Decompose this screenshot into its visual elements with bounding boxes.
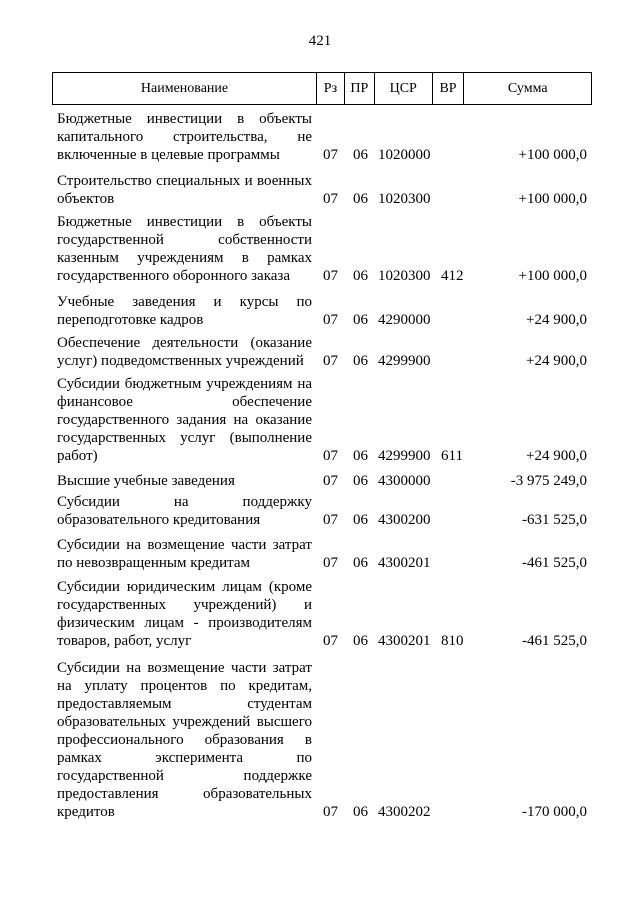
row-rz: 07 <box>323 804 338 820</box>
row-rz: 07 <box>323 312 338 328</box>
row-name-line: физическим лицам - производителям <box>57 615 312 631</box>
row-csr: 1020000 <box>378 147 431 163</box>
row-name-line: на уплату процентов по кредитам, <box>57 678 312 694</box>
row-name-line: государственной собственности <box>57 232 312 248</box>
row-csr: 4300201 <box>378 555 431 571</box>
row-name-line: Строительство специальных и военных <box>57 173 312 189</box>
row-name-line: Субсидии на поддержку <box>57 494 312 510</box>
row-sum: -461 525,0 <box>522 555 587 571</box>
row-csr: 4300200 <box>378 512 431 528</box>
row-name-line: предоставляемым студентам <box>57 696 312 712</box>
row-rz: 07 <box>323 633 338 649</box>
row-rz: 07 <box>323 512 338 528</box>
row-sum: -3 975 249,0 <box>510 473 587 489</box>
row-rz: 07 <box>323 147 338 163</box>
row-name <box>57 334 312 370</box>
row-name <box>57 213 312 285</box>
row-name-line: Учебные заведения и курсы по <box>57 294 312 310</box>
row-name-line: Субсидии юридическим лицам (кроме <box>57 579 312 595</box>
row-name-line: Обеспечение деятельности (оказание <box>57 335 312 351</box>
row-csr: 1020300 <box>378 268 431 284</box>
row-sum: +100 000,0 <box>518 147 587 163</box>
row-name-line: товаров, работ, услуг <box>57 633 192 649</box>
row-csr: 4300202 <box>378 804 431 820</box>
row-csr: 1020300 <box>378 191 431 207</box>
row-sum: +24 900,0 <box>526 312 587 328</box>
row-name-line: предоставления образовательных <box>57 786 312 802</box>
row-name <box>57 578 312 650</box>
row-name-line: государственного задания на оказание <box>57 412 312 428</box>
row-csr: 4290000 <box>378 312 431 328</box>
row-name <box>57 375 312 465</box>
row-name-line: государственной поддержке <box>57 768 312 784</box>
header-vr: ВР <box>433 73 465 104</box>
row-name-line: Высшие учебные заведения <box>57 473 235 489</box>
row-name <box>57 659 312 821</box>
header-csr: ЦСР <box>375 73 433 104</box>
row-sum: +100 000,0 <box>518 268 587 284</box>
header-rz: Рз <box>317 73 345 104</box>
row-pr: 06 <box>353 268 368 284</box>
row-sum: -631 525,0 <box>522 512 587 528</box>
row-pr: 06 <box>353 473 368 489</box>
row-name-line: включенные в целевые программы <box>57 147 280 163</box>
row-pr: 06 <box>353 804 368 820</box>
row-rz: 07 <box>323 473 338 489</box>
row-name <box>57 493 312 529</box>
row-name-line: финансовое обеспечение <box>57 394 312 410</box>
row-pr: 06 <box>353 147 368 163</box>
row-rz: 07 <box>323 555 338 571</box>
row-vr: 611 <box>441 448 463 464</box>
row-pr: 06 <box>353 512 368 528</box>
row-name-line: переподготовке кадров <box>57 312 204 328</box>
row-name-line: образовательных учреждений высшего <box>57 714 312 730</box>
row-rz: 07 <box>323 191 338 207</box>
row-name-line: услуг) подведомственных учреждений <box>57 353 304 369</box>
row-sum: +24 900,0 <box>526 448 587 464</box>
row-pr: 06 <box>353 353 368 369</box>
row-name <box>57 110 312 164</box>
row-name <box>57 172 312 208</box>
row-vr: 810 <box>441 633 464 649</box>
row-vr: 412 <box>441 268 464 284</box>
row-name-line: Субсидии на возмещение части затрат <box>57 660 312 676</box>
row-name-line: государственного оборонного заказа <box>57 268 291 284</box>
row-name-line: Субсидии бюджетным учреждениям на <box>57 376 312 392</box>
row-name <box>57 536 312 572</box>
row-pr: 06 <box>353 312 368 328</box>
row-csr: 4299900 <box>378 448 431 464</box>
row-sum: +100 000,0 <box>518 191 587 207</box>
page-number: 421 <box>308 33 332 49</box>
row-name-line: рамках эксперимента по <box>57 750 312 766</box>
header-pr: ПР <box>345 73 375 104</box>
row-name <box>57 293 312 329</box>
header-name: Наименование <box>53 73 317 104</box>
row-name-line: работ) <box>57 448 98 464</box>
header-sum: Сумма <box>507 80 548 96</box>
row-pr: 06 <box>353 191 368 207</box>
row-name-line: Субсидии на возмещение части затрат <box>57 537 312 553</box>
row-csr: 4300201 <box>378 633 431 649</box>
row-name-line: профессионального образования в <box>57 732 312 748</box>
row-name-line: объектов <box>57 191 115 207</box>
row-name-line: капитального строительства, не <box>57 129 312 145</box>
row-pr: 06 <box>353 633 368 649</box>
row-name-line: Бюджетные инвестиции в объекты <box>57 111 312 127</box>
row-csr: 4300000 <box>378 473 431 489</box>
row-pr: 06 <box>353 555 368 571</box>
row-sum: -170 000,0 <box>522 804 587 820</box>
row-sum: +24 900,0 <box>526 353 587 369</box>
row-csr: 4299900 <box>378 353 431 369</box>
row-rz: 07 <box>323 268 338 284</box>
row-name-line: государственных учреждений) и <box>57 597 312 613</box>
row-name-line: Бюджетные инвестиции в объекты <box>57 214 312 230</box>
row-name-line: по невозвращенным кредитам <box>57 555 250 571</box>
row-sum: -461 525,0 <box>522 633 587 649</box>
row-pr: 06 <box>353 448 368 464</box>
row-name-line: государственных услуг (выполнение <box>57 430 312 446</box>
row-name-line: казенным учреждениям в рамках <box>57 250 312 266</box>
row-name <box>57 472 312 490</box>
row-name-line: кредитов <box>57 804 115 820</box>
row-rz: 07 <box>323 353 338 369</box>
row-rz: 07 <box>323 448 338 464</box>
row-name-line: образовательного кредитования <box>57 512 261 528</box>
